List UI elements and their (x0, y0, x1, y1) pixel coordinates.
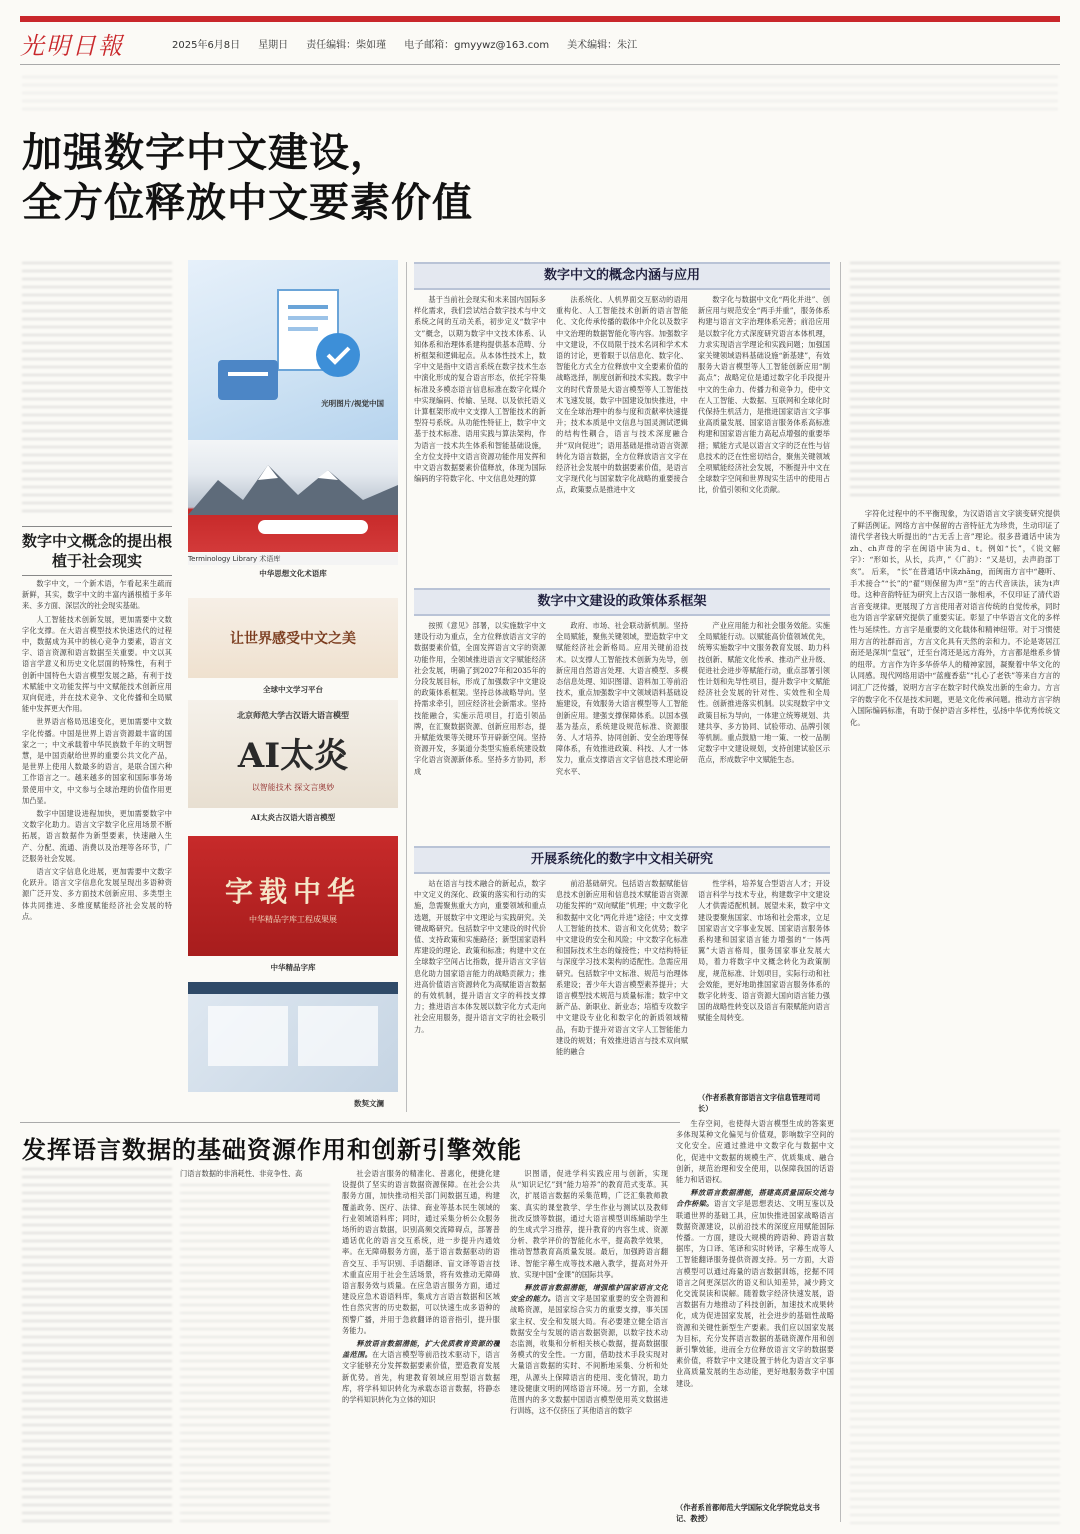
side-paragraph: 世界语言格局迅速变化，更加需要中文数字化传播。中国是世界上语言资源最丰富的国家之一；中文承载着中华民族数千年的文明智慧，是中国贡献给世界的重要公共文化产品，是世界上使用人数最多的语言，是联合国六种工作语言之一。越来越多的国家和国际事务场景使用中文，中文参与全球治理的价值作用更加凸显。 (22, 717, 172, 805)
ai-taiyan-banner (188, 700, 398, 808)
image-caption-1: 光明图片/视觉中国 (321, 399, 384, 408)
column-divider (406, 262, 407, 1112)
section-2-title: 数字中文建设的政策体系框架 (414, 588, 830, 616)
section-1-paragraph: 数字化与数据中文化“两化并进”、创新应用与规范安全“两手并重”，服务体系构建与语言文字治理体系完善；前沿应用是以数字化方式深度研究语言本体机理，力求实现语言学理论和实践问题；加强国家关键领域语料基础设施“新基建”，有效服务大语言模型等人工智能创新应用“制高点”；战略定位是通过数字化手段提升中文的生命力、传播力和竞争力，使中文在人工智能、大数据、互联网和全球化时代保持生机活力，是推进国家语言文字事业高质量发展、国家语言服务体系高标准构建和国家语言能力高起点增强的重要举措；赋能方式是以语言文字的泛在性与信息技术的泛在性密切结合，聚焦关键领域全项赋能经济社会发展，不断提升中文在全球数字空间和世界现实生活中的使用占比，价值引领和文化贡献。 (698, 295, 830, 495)
art-editor: 美术编辑：朱江 (567, 39, 638, 51)
side-paragraph: 语言文字信息化进展，更加需要中文数字化跃升。语言文字信息化发展呈现出多语种资源广泛开发、多方面技术创新应用、多类型主体共同推进、多维度赋能经济社会发展的特点。 (22, 867, 172, 921)
image-caption-5: 中华精品字库 (270, 963, 316, 972)
section-2-column-1 (414, 620, 546, 832)
banner-2-title: 让世界感受中文之美 (230, 631, 356, 647)
section-3-column-1 (414, 878, 546, 1114)
main-headline (22, 128, 473, 228)
bottom-column-2 (342, 1168, 500, 1528)
image-caption-6: 数契文澜 (354, 1099, 384, 1108)
banner-4-sub: 中华精品字库工程成果展 (249, 915, 337, 924)
section-3-title: 开展系统化的数字中文相关研究 (414, 846, 830, 874)
section-3-byline: （作者系教育部语言文字信息管理司司长） (698, 1093, 821, 1113)
responsible-editor: 责任编辑：柴如瑾 (306, 39, 387, 51)
section-3-paragraph: 性学科，培养复合型语言人才；开设语言科学与技术专业，构建数字中文建设人才供需适配机制。展望未来，数字中文建设要聚焦国家、市场和社会需求，立足国家语言文字事业发展、国家语言服务体系构建和国家语言能力增强的“一体两翼”大语言格局，服务国家事业发展大局，着力将数字中文概念转化为政策制度，规范标准、计划项目，实际行动和社会效能，更好地助推国家语言服务体系的数字化转变、语言资源大国向语言能力强国的战略性转变以及语言有限赋能向语言赋能全局转变。 (698, 879, 830, 1023)
masthead-red-bar (20, 16, 1060, 22)
bottom-subhead: 释放语言数据潜能，扩大优质教育资源的覆盖范围。 (342, 1339, 500, 1360)
main-headline-line-2: 全方位释放中文要素价值 (22, 179, 473, 226)
issue-date: 2025年6月8日 (172, 39, 241, 51)
section-2-column-2 (556, 620, 688, 832)
blurred-text-right (850, 262, 1060, 502)
section-3-column-2 (556, 878, 688, 1114)
bottom-paragraph: 在大语言模型等前沿技术驱动下，语言文字能够充分发挥数据要素价值，塑造教育发展新优势。首先，构建教育领域应用型语言数据库，将学科知识转化为承载态语言数据，将静态的学科知识转化为立体的知识 (342, 1350, 500, 1405)
digital-document-illustration (188, 260, 398, 440)
section-2-column-3 (698, 620, 830, 832)
column-divider (840, 262, 841, 1522)
banner-3-main: AI太炎 (237, 736, 349, 776)
section-1-column-3 (698, 294, 830, 570)
bottom-paragraph: 社会语言服务的精准化、普惠化，便捷化建设提供了坚实的语言数据资源保障。在社会公共服务方面，加快推动相关部门间数据互通，构建覆盖政务、医疗、法律、商业等基本民生领域的行业领域语料库；同时，通过采集分析公众服务场所的语言数据，识别高频交流障碍点，部署普通话优化的语言交互系统，进一步提升内通效率。在无障碍服务方面，基于语言数据驱动的语音交互、手写识别、手语翻译、盲文译等语言技术重直应用于社会生活场景，将有效推动无障碍语言服务效与质量。在应急语言服务方面，通过建设应急术语语料库，集成方言语言数据和区域性自然灾害的历史数据，可以快速生成多语种的预警广播，并用于急救翻译的语音指引，提升服务能力。 (342, 1169, 500, 1335)
section-1-title: 数字中文的概念内涵与应用 (414, 262, 830, 290)
bottom-paragraph: 生存空间，也使得大语言模型生成的答案更多体现某种文化偏见与价值观，影响数字空间的文化安全。应通过推进中文数字化与数据中文化，促进中文数据的规模生产、优质集成、融合创新，规范治理和安全使用，以保障我国的话语能力和话语权。 (676, 1119, 834, 1185)
section-3-paragraph: 站在语言与技术融合的新起点，数字中文定义的深化、政策的落实和行动的实施，急需聚焦重大方向，重要领域和重点选题，开展数字中文理论与实践研究。关键战略研究。包括数字中文建设的时代价值、支持政策和实施路径；新型国家语料库建设的理论、政策和标准；构建中文在全球数字空间占比指数，提升语言文字信息化助力国家语言能力的战略贡献力；推进高价值语言资源转化为高赋能语言数据的有效机制，提升语言文字的科技支撑力；推进语言本体发展以数字化方式走向社会应用服务，提升语言文字的社会吸引力。 (414, 879, 546, 1034)
bottom-paragraph: 语言文字是思想表达、文明互鉴以及联通世界的基础工具，应加快推进国家战略语言数据资源建设，以前沿技术的深度应用赋能国际传播。一方面，建设大规模的跨语种、跨语言数据库，为口译、笔译和实时转译，字幕生成等人工智能翻译服务提供资源支持。另一方面，大语言模型可以通过海量的语言数据训练，挖掘不同语言之间更深层次的语义和认知差异，减少跨文化交流误读和误解。随着数字经济快速发展，语言数据有力地推动了科技创新，加速技术成果转化，成为促进国家发展，社会进步的基础性战略资源和关键性新型生产要素。我们应以国家发展为目标，充分发挥语言数据的基础资源作用和创新引擎效能，进而全方位释放语言文字的数据要素价值，将数字中文建设置于转化为语言文字事业高质量发展的生态动能，更好地服务数字中国建设。 (676, 1199, 834, 1388)
section-2-paragraph: 按照《意见》部署，以实施数字中文建设行动为重点，全方位释放语言文字的数据要素价值，全面发挥语言文字的资源功能作用，全领域推进语言文字赋能经济社会发展，明确了到2027年和2035年的分段发展目标，形成了加强数字中文建设的政策体系框架。坚持总体战略导向。坚持需求牵引，回应经济社会新需求。坚持技能融合，实施示范项目，打造引领品牌，在汇聚数据资源、创新应用形态，提升赋能效果等关键环节开辟新空间。坚持资源开发，多渠道分类型实施系统建设数字化语言资源新体系。坚持多方协同，形成 (414, 621, 546, 776)
masthead-rule (20, 64, 1060, 65)
blurred-text-right-bottom (850, 1130, 1060, 1526)
side-article-body (22, 578, 172, 1108)
banner-3-sub: 以智能技术 探文言奥妙 (251, 783, 335, 792)
banner-4-main: 字载中华 (224, 875, 361, 908)
image-caption-3: 全球中文学习平台 (263, 685, 323, 694)
masthead (20, 26, 1060, 60)
section-1-paragraph: 法系统化、人机界面交互驱动的语用重构化、人工智能技术创新的语言智能化、文化传承传播的载体中介化以及数字中文治理的数据智能化等内容。加强数字中文建设，不仅局限于技术名词和学术术语的讨论，更着眼于以信息化、数字化、智能化方式全方位释放中文全要素价值的战略选择，制度创新和技术实践。数字中文的时代背景是大语言模型等人工智能技术飞速发展，数字中国建设加快推进，中文在全球治理中的参与度和贡献率快速提升；技术本质是中文信息与国灵测试逻辑的结构性耦合，语言与技术深度融合并“双向促进”；语用基础是推动语言资源转化为语言数据，全方位释放语言文字在经济社会发展中的数据要素价值，是语言文字现代化与国家数字化战略的重要接合点，政策要点是推进中文 (556, 295, 688, 495)
side-article-title: 数字中文概念的提出根植于社会现实 (22, 526, 172, 576)
editor-email: 电子邮箱：gmyywz@163.com (404, 39, 550, 51)
global-chinese-learning-banner (188, 598, 398, 678)
image-caption-4: AI太炎古汉语大语言模型 (250, 813, 336, 822)
issue-weekday: 星期日 (258, 39, 289, 51)
bottom-section-rule (20, 1122, 680, 1123)
blurred-text-top (22, 76, 1058, 116)
blurred-text-left (22, 262, 172, 512)
bottom-column-3 (510, 1168, 668, 1528)
bottom-paragraph: 门语言数据的非消耗性、非竞争性、高 (180, 1169, 303, 1178)
section-1-column-1 (414, 294, 546, 570)
blurred-text-bottom-left (22, 1168, 172, 1528)
bottom-byline: （作者系首都师范大学国际文化学院党总支书记、教授） (676, 1503, 820, 1523)
side-paragraph: 人工智能技术创新发展，更加需要中文数字化支撑。在大语言模型技术快速迭代的过程中，数据成为其中的核心竞争力要素，语言文字、语言资源和语言数据至关重要。中文以其语言学意义和历史文化层面的特殊性，有利于创新中国特色大语言模型发展之路，有利于技术赋能中文功能发挥与中文赋能技术创新应用双向促进，并在技术竞争、文化传播和全局赋能中发挥更大作用。 (22, 614, 172, 714)
main-headline-line-1: 加强数字中文建设， (22, 129, 391, 176)
side-paragraph: 数字中文，一个新术语，乍看起来生疏而新鲜，其实，数字中文的丰富内涵根植于多年来、多方面、深层次的社会现实基础。 (22, 579, 172, 611)
bottom-column-1 (180, 1168, 330, 1180)
bottom-subhead: 释放语言数据潜能，搭建高质量国际交流与合作桥梁。 (676, 1188, 834, 1209)
side-paragraph: 数字中国建设进程加快，更加需要数字中文数字化助力。语言文字数字化应用场景不断拓展，语言数据作为新型要素，快速融入生产、分配、流通、消费以及治理等各环节，广泛服务社会发展。 (22, 809, 172, 863)
section-3-paragraph: 前沿基础研究。包括语言数据赋能信息技术创新应用和信息技术赋能语言资源功能发挥的“双向赋能”机理；中文数字化和数据中文化“两化并进”途径；中文支撑人工智能的技术、语言和文化优势；数字中文建设的安全和风险；中文数字化标准和国际技术生态的嫁接性；中文结构特征与深度学习技术架构的适配性。急需应用研究。包括数字中文标准、规范与治理体系建设；普少年大语言模型素养提升；大语言模型技术规范与质量标准；数字中文新产品、新职业、新业态；培植专攻数字中文建设专业化和数字化的新质领域精品，有助于提升对语言文字人工智能能力建设的规划；有效推进语言与技术双向赋能的融合 (556, 879, 688, 1057)
chinese-font-library-banner (188, 836, 398, 956)
right-column-article (850, 508, 1060, 1124)
section-1-paragraph: 基于当前社会现实和未来国内国际多样化需求，我们尝试结合数字技术与中文系统之间的互动关系，初步定义“数字中文”概念，以期为数字中文技术体系、认知体系和治理体系建构提供基本范畴、分析框架和逻辑起点。从本体性技术上，数字中文是指中文语言系统在数字技术生态中演化形成的复合语言形态，依托字符集标准及多模态语言信息标准在数字化媒介中实现编码、传输、呈现、以及依托语义计算框架形成中文支撑人工智能技术的新型符号系统。从功能性特征上，数字中文基于技术标准、语用实践与算法架构，作为语言一技术共生体系和智能基础设施，全方位支持中文语言资源功能作用发挥和中文语言数据要素价值释放，体现为国际编码的字符数字化、中文信息处理的算 (414, 295, 546, 484)
terminology-library-screenshot (188, 440, 398, 552)
banner-3-top: 北京师范大学古汉语大语言模型 (237, 710, 349, 720)
site-name: 术语库 (259, 555, 281, 563)
bottom-subhead: 释放语言数据潜能，增强维护国家语言文化安全的能力。 (510, 1283, 668, 1304)
newspaper-logo: 光明日報 (20, 31, 124, 60)
terminology-site-bar (188, 553, 398, 565)
site-brand: Terminology Library (188, 555, 258, 563)
bottom-paragraph: 识图谱，促进学科实践应用与创新，实现从“知识记忆”到“能力培养”的教育范式变革。其次，扩展语言数据的采集范畴，广泛汇集教师教案、真实的课堂教学、学生作业与测试以及教师批改反馈等数据，通过大语言模型训练辅助学生的生成式学习推荐，提升教育的内容生成、资源分析、教学评价的智能化水平，提高教学效果，推动智慧教育高质量发展。最后，加强跨语言翻译、智能字幕生成等技术融入教学，提高对外开放、实现中国“金课”的国际共享。 (510, 1169, 668, 1279)
bottom-paragraph: 语言文字是国家重要的安全资源和战略资源，是国家综合实力的重要支撑，事关国家主权、安全和发展大局。有必要建立健全语言数据安全与发展的语言数据资源，以数字技术动态监测，收集和分析相关核心数据，提高数据服务模式的安全性。一方面，借助技术手段实现对大量语言数据的实时、不间断地采集、分析和处理，从源头上保障语言的使用、变化情况，助力建设健康文明的网络语言环境。另一方面，全球范围内的多文数据中国语言模型使用英文数据进行训练，这不仅挤压了其他语言的数字 (510, 1294, 668, 1416)
blurred-text-bottom-col1 (180, 1184, 330, 1528)
image-caption-2: 中华思想文化术语库 (259, 569, 327, 578)
section-1-column-2 (556, 294, 688, 570)
digital-archive-screenshot (188, 982, 398, 1092)
bottom-headline: 发挥语言数据的基础资源作用和创新引擎效能 (22, 1135, 522, 1164)
right-column-paragraph: 字符化过程中的不平衡现象，为汉语语言文字演变研究提供了鲜活例证。网络方言中保留的古音特征尤为珍贵，生动印证了清代学者钱大昕提出的“古无舌上音”理论。很多普通话中读为zh、ch声母的字在闽语中读为d、t。例如“长”，《说文解字》：“形如长，从长，兵声，”《广韵》：“又是切，去声韵部丁亥”。 后来， “长”在普通话中读zhǎng，而闽南方言中“趣听、手术接合”“长”的“翟”则保留为声“至”的古代音读法，读为t声母。这种音韵特征为研究上古汉语一脉相承，不仅印证了清代语言音变规律。更展现了方言使用者对语言传统的自觉传承，同时也为语言学家研究提供了重要实证。彰显了中华语言文化的多样性与延续性。方言字是重要的文化载体和精神纽带。对于习惯使用方言的社群而言，方言文化具有天然的亲和力。不论是寄居江南还是深圳“皇冠”，迁至台湾还是远方海外，方言都是维系乡情的纽带。方言作为许多华侨华人的精神家园，凝聚着中华文化的认同感。现代网络用语中“蓝瘦香菇”“扎心了老铁”等来自方言的词汇广泛传播，说明方言字在数字时代焕发出新的生命力。方言字的数字化不仅是技术问题，更是文化传承问题。推动方言字纳入国际编码标准，有助于保护语言多样性，弘扬中华优秀传统文化。 (850, 509, 1060, 727)
section-3-column-3 (698, 878, 830, 1092)
section-2-paragraph: 政府、市场、社会联动新机制。坚持全局赋能，聚焦关键领域，塑造数字中文赋能经济社会新格局。应用关键前沿技术。以支撑人工智能技术创新为先导，创新应用自然语言处理、大语言模型、多模态信息处理、知识图谱、语料加工等前沿技术，重点加强数字中文领域语料基础设施建设，有效服务大语言模型等人工智能创新应用。建强支撑保障体系。以国本强基为基点，系统建设规范标准、资源服务、人才培养、协同创新、安全治理等保障体系，有效推进政策、科技、人才一体发力，重点支撑语言文字信息技术理论研究水平、 (556, 621, 688, 776)
section-2-paragraph: 产业应用能力和社会服务效能。实施全局赋能行动。以赋能高价值领域优先，统筹实施数字中文服务教育发展、助力科技创新、赋能文化传承、推动产业升级、促进社会进步等赋能行动，重点部署引领性计划和先导性项目，提升数字中文赋能经济社会发展的针对性、实效性和全局性。创新推进落实机制。以实现数字中文政策目标为导向，一体建立统筹规划、共建共享、多方协同、试验带动、品牌引领等机制。重点鼓励一地一策、一校一品制定数字中文建设规划，支持创建试验区示范点，形成数字中文赋能生态。 (698, 621, 830, 765)
bottom-column-4 (676, 1118, 834, 1498)
